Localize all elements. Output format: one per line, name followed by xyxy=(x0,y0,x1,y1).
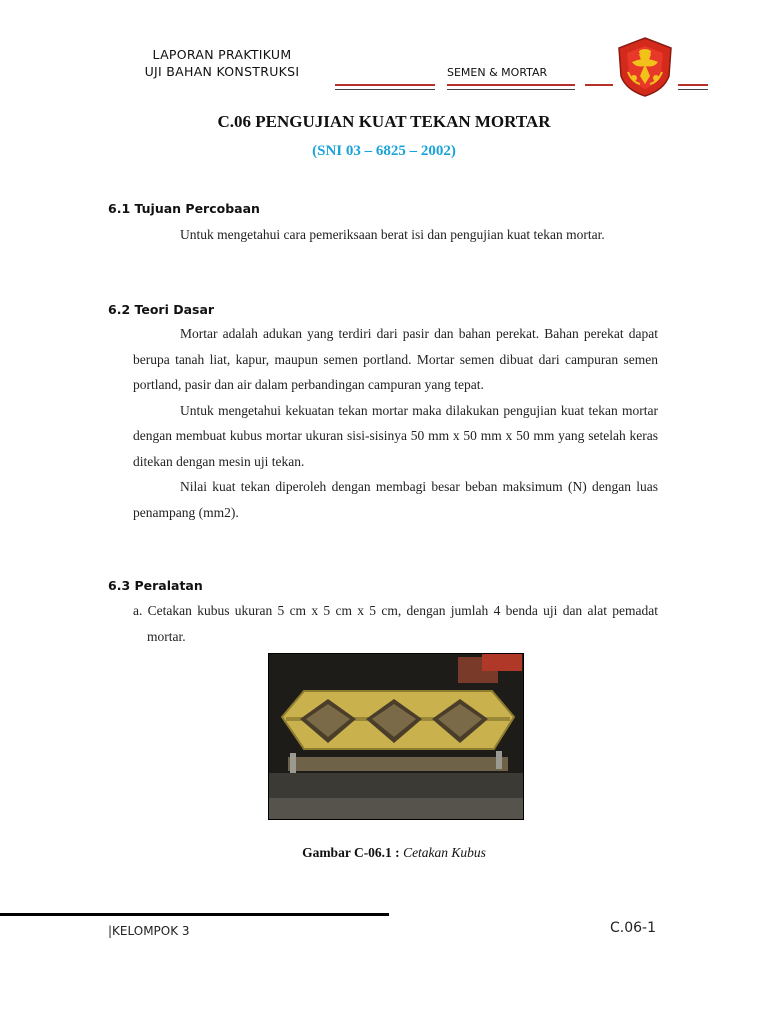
header-rule-right xyxy=(585,84,613,86)
header-rule-left-thin xyxy=(335,89,435,90)
footer-group: |KELOMPOK 3 xyxy=(108,924,190,938)
header-rule-far-right xyxy=(678,84,708,86)
cube-mold-photo xyxy=(268,653,524,820)
header-rule-mid xyxy=(447,84,575,86)
equipment-item-a: a. Cetakan kubus ukuran 5 cm x 5 cm x 5 cm, dengan jumlah 4 benda uji dan alat pemadat mortar. xyxy=(133,603,658,644)
page-number: C.06-1 xyxy=(610,920,656,936)
header-line-2: UJI BAHAN KONSTRUKSI xyxy=(144,64,300,79)
report-header xyxy=(122,46,322,80)
header-line-1: LAPORAN PRAKTIKUM xyxy=(152,47,292,62)
standard-reference: (SNI 03 – 6825 – 2002) xyxy=(312,143,456,159)
header-rule-far-right-thin xyxy=(678,89,708,90)
tujuan-text: Untuk mengetahui cara pemeriksaan berat isi dan pengujian kuat tekan mortar. xyxy=(180,227,605,242)
header-rule-mid-thin xyxy=(447,89,575,90)
section-body-tujuan xyxy=(133,222,658,248)
figure-caption-text: Cetakan Kubus xyxy=(403,845,486,860)
section-body-teori xyxy=(133,321,658,525)
header-topic: SEMEN & MORTAR xyxy=(447,66,548,79)
section-heading-teori: 6.2 Teori Dasar xyxy=(108,302,215,317)
page-title: C.06 PENGUJIAN KUAT TEKAN MORTAR xyxy=(217,112,551,131)
teori-paragraph-3: Nilai kuat tekan diperoleh dengan membagi besar beban maksimum (N) dengan luas penampang (mm2). xyxy=(133,479,658,520)
header-rule-left xyxy=(335,84,435,86)
figure-caption xyxy=(0,845,768,861)
figure-caption-label: Gambar C-06.1 : xyxy=(302,845,400,860)
university-emblem-icon xyxy=(614,36,676,98)
footer-rule xyxy=(0,913,389,916)
section-heading-peralatan: 6.3 Peralatan xyxy=(108,578,203,593)
teori-paragraph-1: Mortar adalah adukan yang terdiri dari pasir dan bahan perekat. Bahan perekat dapat berupa tanah liat, kapur, maupun semen portland. Mortar semen dibuat dari campuran semen portland, pasir dan air dalam perbandingan campuran yang tepat. xyxy=(133,326,658,392)
teori-paragraph-2: Untuk mengetahui kekuatan tekan mortar maka dilakukan pengujian kuat tekan mortar dengan membuat kubus mortar ukuran sisi-sisinya 50 mm x 50 mm x 50 mm yang setelah keras ditekan dengan mesin uji tekan. xyxy=(133,402,658,469)
section-heading-tujuan: 6.1 Tujuan Percobaan xyxy=(108,201,260,216)
